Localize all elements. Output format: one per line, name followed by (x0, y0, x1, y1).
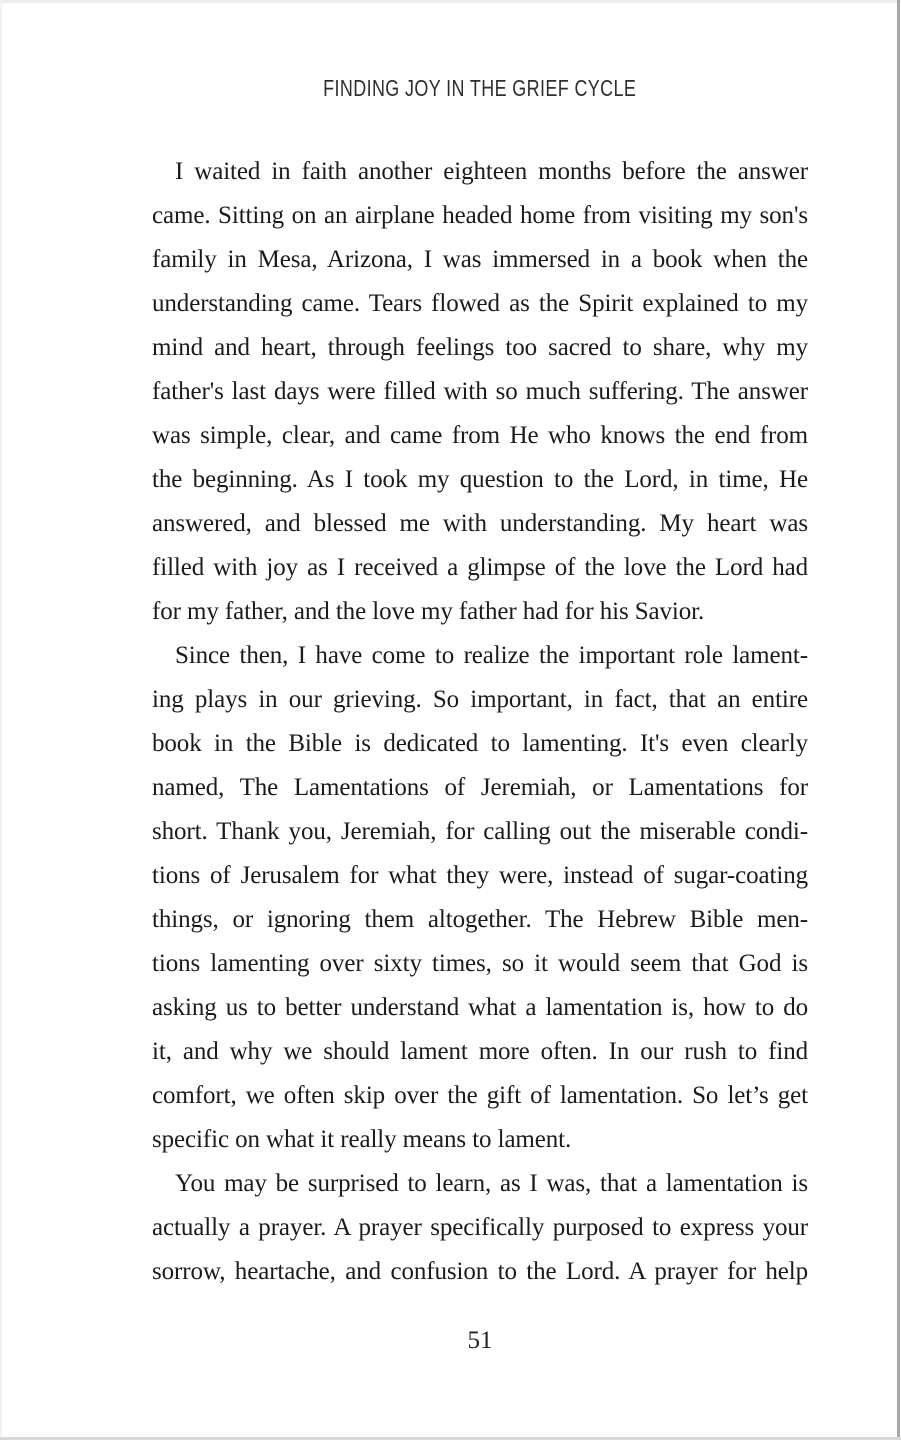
text-line: for my father, and the love my father had for his Savior. (152, 598, 705, 625)
text-line: was simple, clear, and came from He who knows the end from (152, 422, 808, 449)
page-number: 51 (467, 1327, 493, 1354)
text-line: mind and heart, through feelings too sacred to share, why my (152, 334, 808, 361)
running-header (152, 75, 808, 102)
page-edge-right (897, 0, 900, 1440)
text-line: You may be surprised to learn, as I was, that a lamentation is (175, 1170, 808, 1197)
text-line: answered, and blessed me with understanding. My heart was (152, 510, 808, 537)
paragraph-2 (152, 634, 808, 1162)
text-line: specific on what it really means to lament. (152, 1126, 572, 1153)
paragraph-1 (152, 150, 808, 634)
text-line: book in the Bible is dedicated to lamenting. It's even clearly (152, 730, 808, 757)
text-line: asking us to better understand what a lamentation is, how to do (152, 994, 808, 1021)
page-edge-left (0, 0, 2, 1440)
text-line: actually a prayer. A prayer specifically purposed to express your (152, 1214, 808, 1241)
text-line: named, The Lamentations of Jeremiah, or Lamentations for (152, 774, 808, 801)
paragraph-3 (152, 1162, 808, 1294)
text-line: comfort, we often skip over the gift of lamentation. So let’s get (152, 1082, 808, 1109)
text-line: the beginning. As I took my question to the Lord, in time, He (152, 466, 808, 493)
text-line: sorrow, heartache, and confusion to the Lord. A prayer for help (152, 1258, 808, 1285)
text-line: filled with joy as I received a glimpse of the love the Lord had (152, 554, 808, 581)
text-line: short. Thank you, Jeremiah, for calling out the miserable condi- (152, 818, 808, 845)
running-header-text: FINDING JOY IN THE GRIEF CYCLE (323, 75, 637, 101)
text-line: tions of Jerusalem for what they were, instead of sugar-coating (152, 862, 808, 889)
page-edge-top (0, 0, 901, 3)
text-line: ing plays in our grieving. So important, in fact, that an entire (152, 686, 808, 713)
text-line: came. Sitting on an airplane headed home from visiting my son's (152, 202, 808, 229)
text-line: understanding came. Tears flowed as the Spirit explained to my (152, 290, 808, 317)
text-line: father's last days were filled with so much suffering. The answer (152, 378, 808, 405)
text-line: I waited in faith another eighteen months before the answer (175, 158, 808, 185)
body-text (152, 150, 808, 1294)
text-line: things, or ignoring them altogether. The Hebrew Bible men- (152, 906, 808, 933)
text-line: it, and why we should lament more often. In our rush to find (152, 1038, 808, 1065)
text-line: family in Mesa, Arizona, I was immersed in a book when the (152, 246, 808, 273)
text-line: tions lamenting over sixty times, so it would seem that God is (152, 950, 808, 977)
text-line: Since then, I have come to realize the important role lament- (175, 642, 808, 669)
